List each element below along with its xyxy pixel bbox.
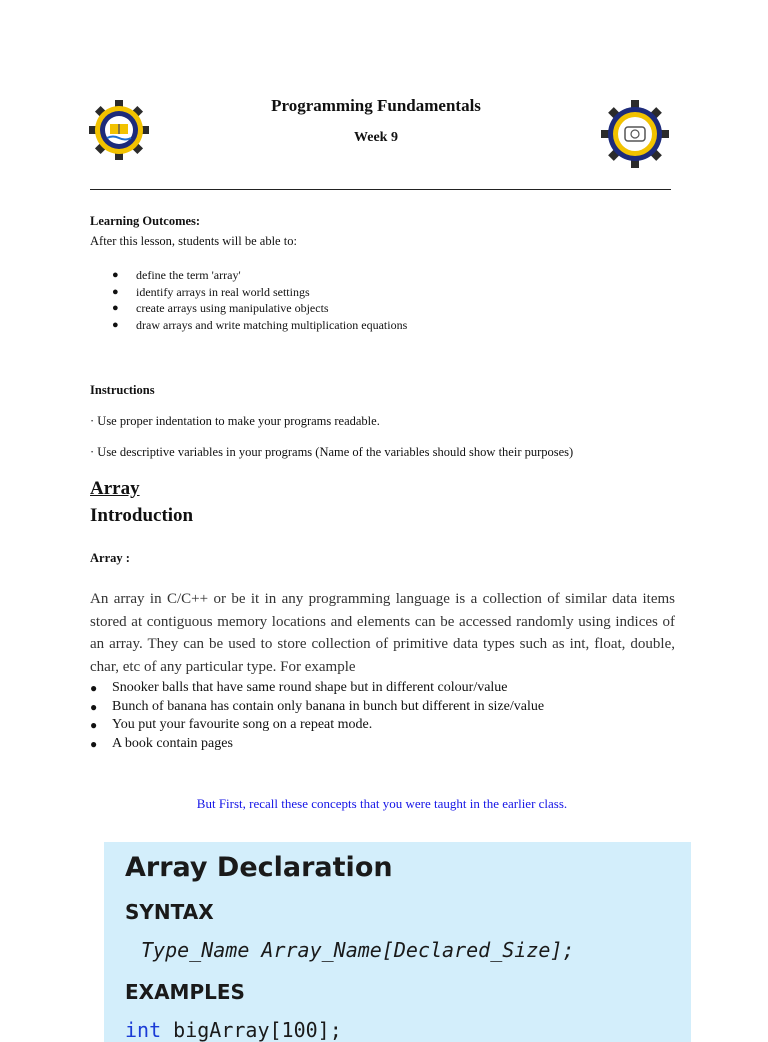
array-heading: Array — [90, 478, 140, 499]
list-item: ● define the term 'array' — [112, 268, 241, 282]
slide-title: Array Declaration — [125, 852, 393, 883]
instruction-item: · Use proper indentation to make your programs readable. — [90, 414, 380, 428]
learning-outcomes-list — [90, 267, 690, 333]
array-definition-paragraph: An array in C/C++ or be it in any programming language is a collection of similar data items stored at contiguous memory locations and elements can be accessed randomly using indices of an array. They can be used to store collection of primitive data types such as int, float, double, char, etc of any particular type. For example — [90, 591, 675, 675]
bullet: ● — [90, 681, 98, 695]
document-title: Programming Fundamentals — [271, 96, 481, 115]
learning-outcomes-intro: After this lesson, students will be able to: — [90, 234, 297, 248]
bullet: ● — [112, 302, 119, 314]
list-item: ● You put your favourite song on a repeat mode. — [90, 716, 690, 735]
list-item: ● create arrays using manipulative objects — [112, 301, 329, 315]
examples-label: EXAMPLES — [125, 980, 245, 1004]
week-label: Week 9 — [354, 130, 398, 145]
list-item: ● Snooker balls that have same round shape but in different colour/value — [90, 679, 690, 698]
bullet: ● — [112, 285, 119, 298]
header-divider — [90, 189, 671, 190]
bullet: ● — [90, 699, 98, 714]
syntax-code: Type_Name Array_Name[Declared_Size]; — [141, 938, 575, 962]
array-declaration-slide — [104, 842, 691, 1042]
bullet: ● — [90, 718, 98, 732]
recall-note: But First, recall these concepts that you were taught in the earlier class. — [196, 796, 568, 811]
bullet: ● — [90, 736, 98, 751]
bullet: ● — [112, 269, 119, 281]
code-keyword: int — [125, 1018, 162, 1042]
instructions-heading: Instructions — [90, 383, 155, 397]
example-code-line — [125, 1018, 342, 1042]
list-item: ● A book contain pages — [90, 735, 690, 754]
code-rest: bigArray[100]; — [161, 1018, 342, 1042]
introduction-heading: Introduction — [90, 505, 194, 526]
array-label: Array : — [90, 551, 130, 565]
bullet: ● — [112, 318, 119, 331]
instruction-item: · Use descriptive variables in your programs (Name of the variables should show their purposes) — [90, 445, 574, 459]
list-item: ● draw arrays and write matching multiplication equations — [112, 317, 408, 332]
list-item: ● Bunch of banana has contain only banana in bunch but different in size/value — [90, 698, 690, 717]
university-logo-right — [601, 100, 669, 168]
list-item: ● identify arrays in real world settings — [112, 284, 310, 299]
array-examples-list — [90, 679, 690, 753]
learning-outcomes-heading: Learning Outcomes: — [90, 214, 201, 228]
syntax-label: SYNTAX — [125, 900, 214, 924]
